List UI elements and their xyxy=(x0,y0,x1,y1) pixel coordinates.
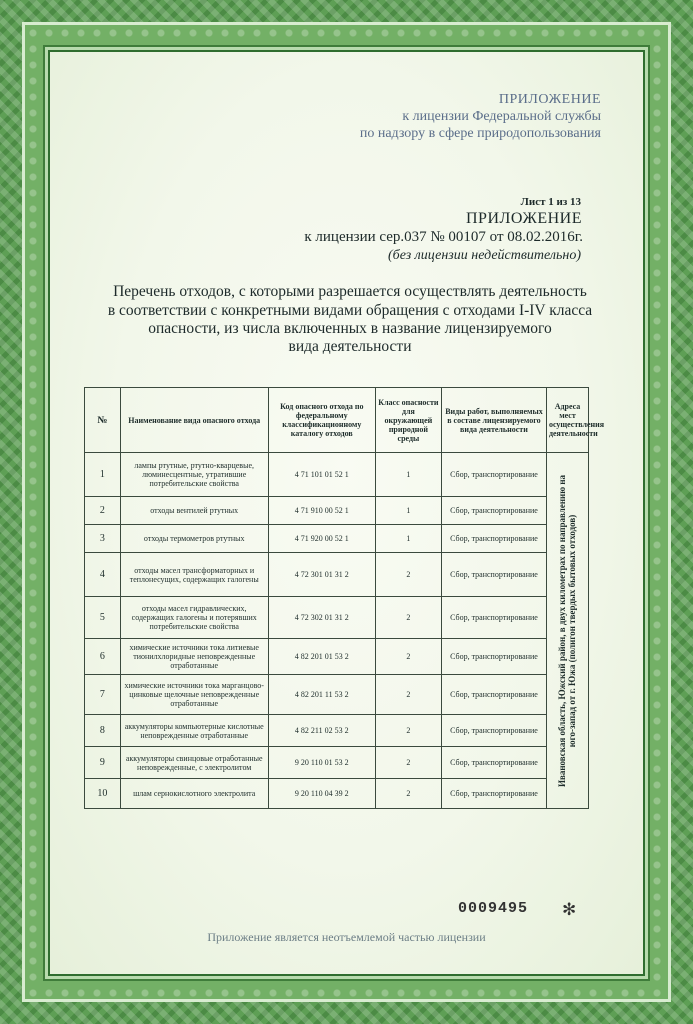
row-name: лампы ртутные, ртутно-кварцевые, люминесцентные, утратившие потребительские свойства xyxy=(120,453,268,497)
row-name: отходы вентилей ртутных xyxy=(120,497,268,525)
row-code: 4 72 302 01 31 2 xyxy=(268,597,375,639)
header-address: Адреса мест осуществления деятельности xyxy=(546,388,588,453)
row-works: Сбор, транспортирование xyxy=(441,597,546,639)
row-class: 2 xyxy=(375,675,441,715)
serial-number: 0009495 xyxy=(458,900,529,917)
header-works: Виды работ, выполняемых в составе лицензируемого вида деятельности xyxy=(441,388,546,453)
row-name: аккумуляторы свинцовые отработанные неповрежденные, с электролитом xyxy=(120,747,268,779)
header-num: № xyxy=(85,388,121,453)
row-name: шлам сернокислотного электролита xyxy=(120,779,268,809)
row-works: Сбор, транспортирование xyxy=(441,715,546,747)
doc-title-line-4: вида деятельности xyxy=(288,338,412,355)
row-code: 4 71 101 01 52 1 xyxy=(268,453,375,497)
row-works: Сбор, транспортирование xyxy=(441,675,546,715)
row-code: 4 82 211 02 53 2 xyxy=(268,715,375,747)
header-name: Наименование вида опасного отхода xyxy=(120,388,268,453)
table-row xyxy=(85,639,589,675)
row-code: 4 71 910 00 52 1 xyxy=(268,497,375,525)
header-code: Код опасного отхода по федеральному классификационному каталогу отходов xyxy=(268,388,375,453)
validity-note: (без лицензии недействительно) xyxy=(387,248,581,263)
row-num: 3 xyxy=(85,525,121,553)
row-num: 4 xyxy=(85,553,121,597)
table-row xyxy=(85,525,589,553)
row-class: 1 xyxy=(375,525,441,553)
row-code: 4 71 920 00 52 1 xyxy=(268,525,375,553)
table-row xyxy=(85,453,589,497)
asterisk-mark-icon: ✻ xyxy=(562,900,577,920)
row-num: 5 xyxy=(85,597,121,639)
row-class: 2 xyxy=(375,779,441,809)
waste-table xyxy=(84,387,605,809)
row-name: отходы масел трансформаторных и теплонесущих, содержащих галогены xyxy=(120,553,268,597)
header-class: Класс опасности для окружающей природной среды xyxy=(375,388,441,453)
row-works: Сбор, транспортирование xyxy=(441,747,546,779)
row-works: Сбор, транспортирование xyxy=(441,553,546,597)
doc-title-line-2: в соответствии с конкретными видами обращения с отходами I-IV класса xyxy=(107,302,593,319)
row-class: 1 xyxy=(375,497,441,525)
row-code: 4 82 201 11 53 2 xyxy=(268,675,375,715)
doc-title-line-1: Перечень отходов, с которыми разрешается осуществлять деятельность xyxy=(113,283,587,300)
row-code: 4 72 301 01 31 2 xyxy=(268,553,375,597)
row-num: 1 xyxy=(85,453,121,497)
row-class: 1 xyxy=(375,453,441,497)
row-name: аккумуляторы компьютерные кислотные неповрежденные отработанные xyxy=(120,715,268,747)
row-name: химические источники тока марганцово-цинковые щелочные неповрежденные отработанные xyxy=(120,675,268,715)
row-class: 2 xyxy=(375,715,441,747)
table-row xyxy=(85,675,589,715)
row-class: 2 xyxy=(375,747,441,779)
row-works: Сбор, транспортирование xyxy=(441,525,546,553)
table-row xyxy=(85,553,589,597)
row-num: 9 xyxy=(85,747,121,779)
footer-note: Приложение является неотъемлемой частью лицензии xyxy=(207,930,486,944)
table-header-row xyxy=(85,388,589,453)
row-num: 2 xyxy=(85,497,121,525)
table-row xyxy=(85,497,589,525)
row-works: Сбор, транспортирование xyxy=(441,497,546,525)
row-name: отходы масел гидравлических, содержащих галогены и потерявших потребительские свойства xyxy=(120,597,268,639)
row-num: 10 xyxy=(85,779,121,809)
row-class: 2 xyxy=(375,553,441,597)
row-name: химические источники тока литиевые тионилхлоридные неповрежденные отработанные xyxy=(120,639,268,675)
header-line-2: к лицензии Федеральной службы xyxy=(402,109,601,124)
license-reference: к лицензии сер.037 № 00107 от 08.02.2016г. xyxy=(304,229,583,245)
row-code: 9 20 110 04 39 2 xyxy=(268,779,375,809)
doc-title-line-3: опасности, из числа включенных в название лицензируемого xyxy=(148,320,552,337)
header-line-3: по надзору в сфере природопользования xyxy=(359,126,601,141)
table-row xyxy=(85,715,589,747)
appendix-title: ПРИЛОЖЕНИЕ xyxy=(465,210,582,227)
row-works: Сбор, транспортирование xyxy=(441,453,546,497)
row-num: 6 xyxy=(85,639,121,675)
row-code: 9 20 110 01 53 2 xyxy=(268,747,375,779)
row-code: 4 82 201 01 53 2 xyxy=(268,639,375,675)
address-cell xyxy=(546,453,588,809)
header-line-1: ПРИЛОЖЕНИЕ xyxy=(498,92,601,107)
row-works: Сбор, транспортирование xyxy=(441,639,546,675)
sheet-number: Лист 1 из 13 xyxy=(520,196,581,208)
address-text: Ивановская область, Южский район, в двух километрах по направлению на юго-запад от г. Южа (полигон твердых бытовых отходов) xyxy=(557,474,578,787)
table-row xyxy=(85,597,589,639)
table-row xyxy=(85,779,589,809)
row-works: Сбор, транспортирование xyxy=(441,779,546,809)
row-num: 7 xyxy=(85,675,121,715)
row-class: 2 xyxy=(375,639,441,675)
row-name: отходы термометров ртутных xyxy=(120,525,268,553)
row-num: 8 xyxy=(85,715,121,747)
row-class: 2 xyxy=(375,597,441,639)
table-row xyxy=(85,747,589,779)
